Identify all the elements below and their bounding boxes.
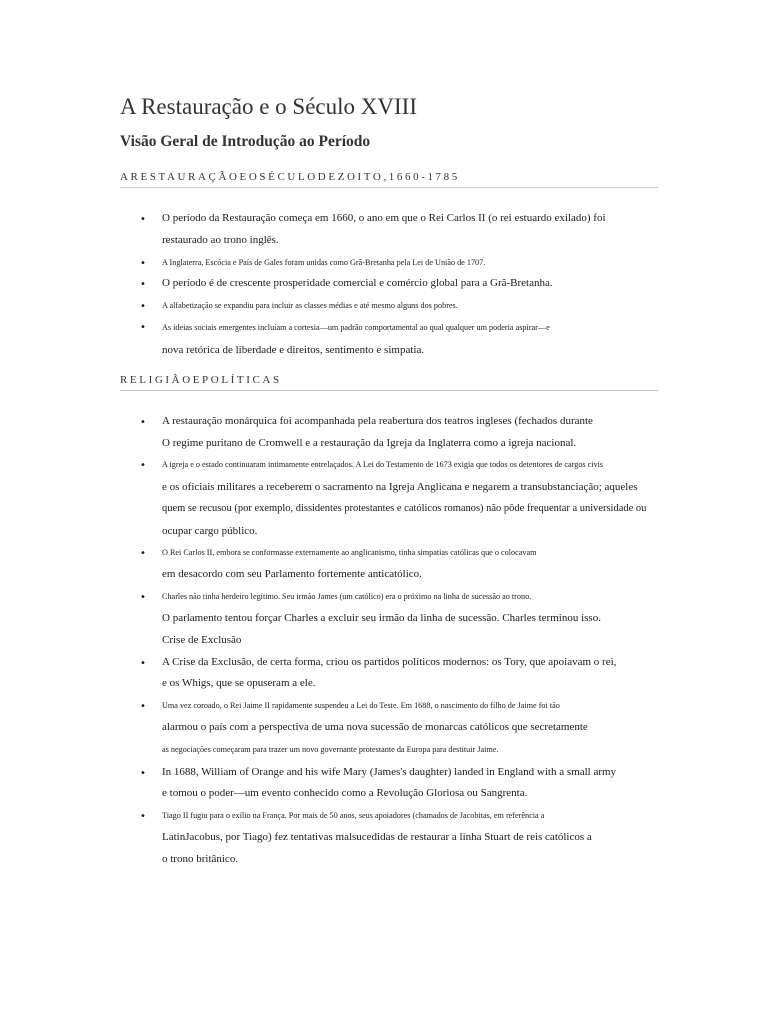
bullet-icon: • <box>140 658 146 669</box>
item-line: e os oficiais militares a receberem o sacramento na Igreja Anglicana e negarem a transubstanciação; aqueles <box>162 481 638 493</box>
bullet-icon: • <box>140 701 146 712</box>
item-line: A Inglaterra, Escócia e País de Gales foram unidas como Grã-Bretanha pela Lei de União de 1707. <box>162 258 486 267</box>
item-line: Tiago II fugiu para o exílio na França. Por mais de 50 anos, seus apoiadores (chamados de Jacobitas, em referência a <box>162 811 545 820</box>
item-line: Uma vez coroado, o Rei Jaime II rapidamente suspendeu a Lei do Teste. Em 1688, o nascimento do filho de Jaime foi tão <box>162 701 560 710</box>
item-line: restaurado ao trono inglês. <box>162 234 279 246</box>
item-line: A alfabetização se expandiu para incluir as classes médias e até mesmo alguns dos pobres. <box>162 301 458 310</box>
item-line: e os Whigs, que se opuseram a ele. <box>162 677 316 689</box>
bullet-icon: • <box>140 548 146 559</box>
section-heading-religion-politics: RELIGIÃOEPOLÍTICAS <box>120 374 658 391</box>
item-line: O parlamento tentou forçar Charles a excluir seu irmão da linha de sucessão. Charles terminou isso. <box>162 612 601 624</box>
bullet-icon: • <box>140 301 146 312</box>
bullet-icon: • <box>140 279 146 290</box>
item-line: O Rei Carlos II, embora se conformasse externamente ao anglicanismo, tinha simpatias católicas que o colocavam <box>162 548 537 557</box>
item-line: O período da Restauração começa em 1660, o ano em que o Rei Carlos II (o rei estuardo exilado) foi <box>162 212 606 224</box>
item-line: A Crise da Exclusão, de certa forma, criou os partidos políticos modernos: os Tory, que apoiavam o rei, <box>162 656 617 668</box>
item-line: nova retórica de liberdade e direitos, sentimento e simpatia. <box>162 344 425 356</box>
item-line: O período é de crescente prosperidade comercial e comércio global para a Grã-Bretanha. <box>162 277 553 289</box>
bullet-icon: • <box>140 417 146 428</box>
item-line: LatinJacobus, por Tiago) fez tentativas malsucedidas de restaurar a linha Stuart de reis católicos a <box>162 831 592 843</box>
item-line: In 1688, William of Orange and his wife Mary (James's daughter) landed in England with a small army <box>162 766 617 778</box>
item-line: quem se recusou (por exemplo, dissidentes protestantes e católicos romanos) não pôde frequentar a universidade ou <box>162 503 647 514</box>
bullet-icon: • <box>140 768 146 779</box>
page-title: A Restauração e o Século XVIII <box>120 94 417 119</box>
page-subtitle: Visão Geral de Introdução ao Período <box>120 133 371 150</box>
bullet-icon: • <box>140 214 146 225</box>
bullet-icon: • <box>140 592 146 603</box>
bullet-icon: • <box>140 322 146 333</box>
item-line: Crise de Exclusão <box>162 634 242 646</box>
bullet-icon: • <box>140 811 146 822</box>
bullet-icon: • <box>140 258 146 269</box>
item-line: as negociações começaram para trazer um novo governante protestante da Europa para destituir Jaime. <box>162 745 499 754</box>
item-line: alarmou o país com a perspectiva de uma nova sucessão de monarcas católicos que secretamente <box>162 721 588 733</box>
section-heading-restoration: ARESTAURAÇÃOEOSÉCULODEZOITO,1660-1785 <box>120 171 658 188</box>
item-line: A igreja e o estado continuaram intimamente entrelaçados. A Lei do Testamento de 1673 exigia que todos os detentores de cargos civis <box>162 460 604 469</box>
item-line: e tomou o poder—um evento conhecido como a Revolução Gloriosa ou Sangrenta. <box>162 787 528 799</box>
item-line: A restauração monárquica foi acompanhada pela reabertura dos teatros ingleses (fechados durante <box>162 415 593 427</box>
item-line: o trono britânico. <box>162 853 239 865</box>
bullet-icon: • <box>140 460 146 471</box>
item-line: em desacordo com seu Parlamento fortemente anticatólico. <box>162 568 422 580</box>
item-line: O regime puritano de Cromwell e a restauração da Igreja da Inglaterra como a igreja nacional. <box>162 437 577 449</box>
item-line: Charles não tinha herdeiro legítimo. Seu irmão James (um católico) era o próximo na linha de sucessão ao trono. <box>162 592 532 601</box>
item-line: ocupar cargo público. <box>162 525 258 537</box>
item-line: As ideias sociais emergentes incluíam a cortesia—um padrão comportamental ao qual qualquer um poderia aspirar—e <box>162 323 550 332</box>
